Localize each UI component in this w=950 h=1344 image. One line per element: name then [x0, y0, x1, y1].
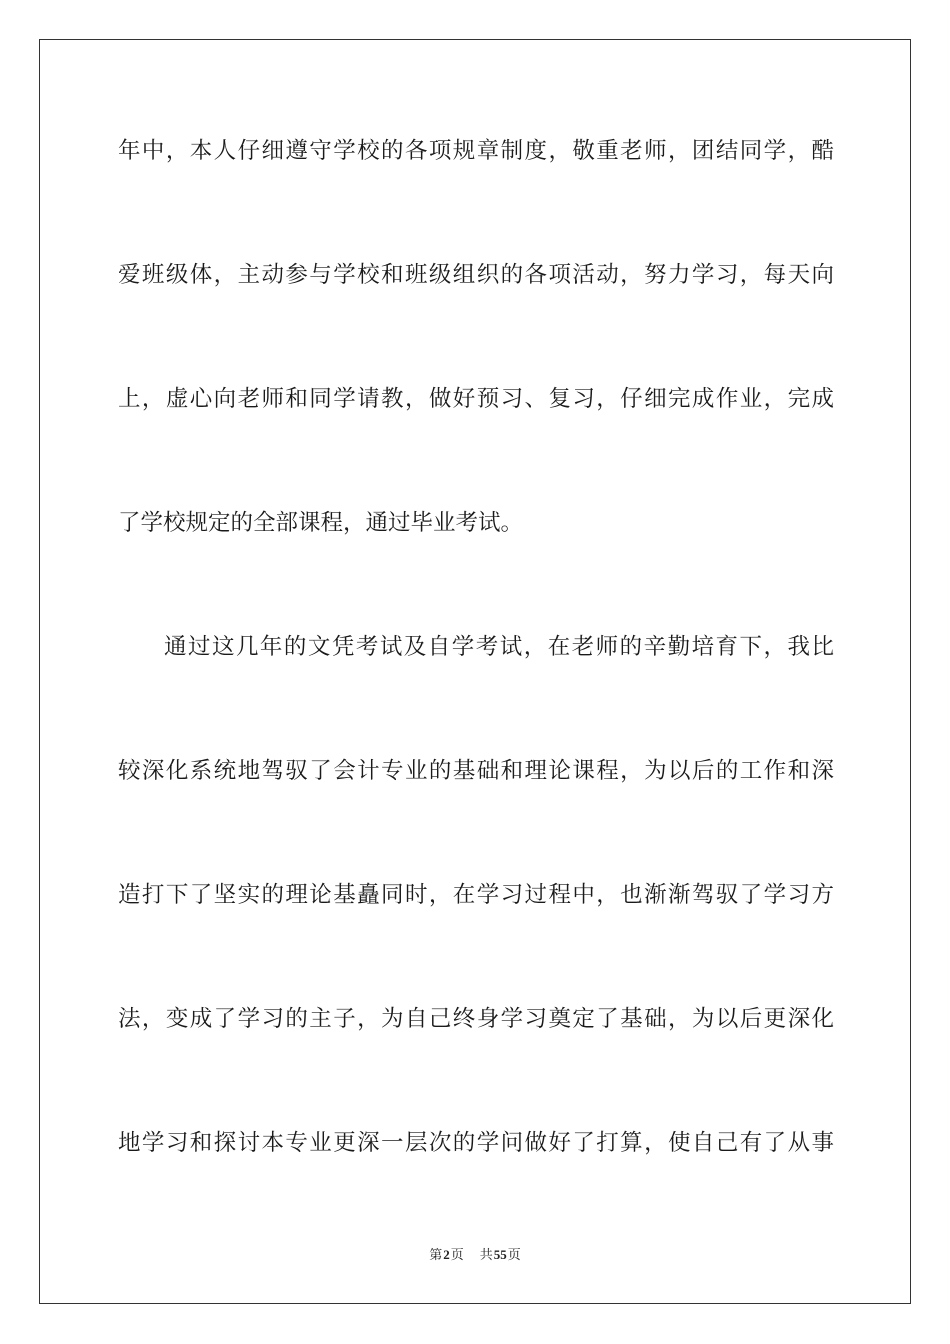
paragraph-line: 上，虚心向老师和同学请教，做好预习、复习，仔细完成作业，完成	[118, 386, 834, 412]
paragraph-line: 爱班级体，主动参与学校和班级组织的各项活动，努力学习，每天向	[118, 262, 834, 288]
paragraph-line: 地学习和探讨本专业更深一层次的学问做好了打算，使自己有了从事	[118, 1130, 834, 1156]
page-number: 2	[443, 1247, 450, 1262]
paragraph-line: 年中，本人仔细遵守学校的各项规章制度，敬重老师，团结同学，酷	[118, 138, 834, 164]
page-footer	[0, 1246, 950, 1264]
total-suffix: 页	[507, 1247, 521, 1262]
total-prefix: 共	[479, 1247, 493, 1262]
paragraph-line: 较深化系统地驾驭了会计专业的基础和理论课程，为以后的工作和深	[118, 758, 834, 784]
page-suffix: 页	[450, 1247, 464, 1262]
paragraph-line: 造打下了坚实的理论基矗同时，在学习过程中，也渐渐驾驭了学习方	[118, 882, 834, 908]
page-prefix: 第	[429, 1247, 443, 1262]
paragraph-line: 法，变成了学习的主子，为自己终身学习奠定了基础，为以后更深化	[118, 1006, 834, 1032]
total-pages: 55	[493, 1247, 507, 1262]
page-border	[39, 39, 911, 1304]
paragraph-line: 了学校规定的全部课程，通过毕业考试。	[118, 510, 524, 536]
paragraph-line: 通过这几年的文凭考试及自学考试，在老师的辛勤培育下，我比	[164, 634, 834, 660]
